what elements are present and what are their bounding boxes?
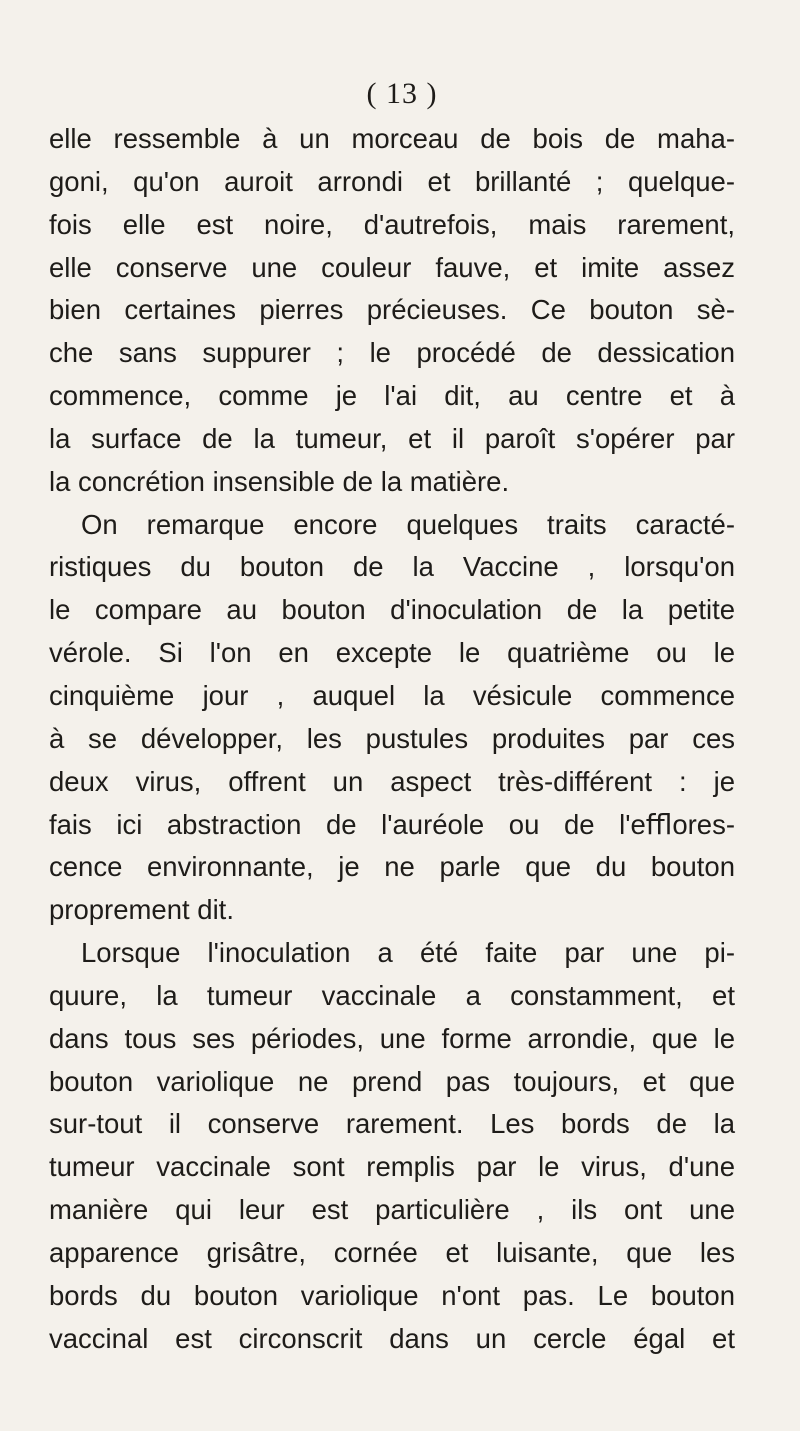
text-line: ristiques du bouton de la Vaccine , lorsqu'on (49, 551, 735, 583)
text-line: manière qui leur est particulière , ils ont une (49, 1194, 735, 1226)
text-line: la concrétion insensible de la matière. (49, 465, 510, 497)
text-line: commence, comme je l'ai dit, au centre et à (49, 380, 735, 412)
text-line: tumeur vaccinale sont remplis par le virus, d'une (49, 1151, 735, 1183)
text-line: che sans suppurer ; le procédé de dessication (49, 337, 735, 369)
text-line: le compare au bouton d'inoculation de la petite (49, 594, 735, 626)
text-line: elle conserve une couleur fauve, et imite assez (49, 251, 735, 283)
text-line: bien certaines pierres précieuses. Ce bouton sè- (49, 294, 735, 326)
body-text (49, 118, 735, 1360)
text-line: à se développer, les pustules produites par ces (49, 722, 735, 754)
text-line: cence environnante, je ne parle que du bouton (49, 851, 735, 883)
text-line: apparence grisâtre, cornée et luisante, que les (49, 1236, 735, 1268)
page-number: ( 13 ) (366, 77, 438, 110)
text-line: fais ici abstraction de l'auréole ou de l'eﬄores- (49, 808, 735, 840)
text-line: sur-tout il conserve rarement. Les bords de la (49, 1108, 735, 1140)
text-line: cinquième jour , auquel la vésicule commence (49, 679, 735, 711)
text-line: la surface de la tumeur, et il paroît s'opérer par (49, 422, 735, 454)
text-line: vérole. Si l'on en excepte le quatrième ou le (49, 637, 735, 669)
text-line: elle ressemble à un morceau de bois de maha- (49, 123, 735, 154)
text-line: bords du bouton variolique n'ont pas. Le bouton (49, 1279, 735, 1311)
paragraph-start-line: On remarque encore quelques traits caracté- (81, 508, 735, 540)
text-line: deux virus, offrent un aspect très-différent : je (49, 765, 735, 797)
text-line: goni, qu'on auroit arrondi et brillanté ; quelque- (49, 165, 735, 197)
paragraph-start-line: Lorsque l'inoculation a été faite par une pi- (81, 937, 735, 969)
text-line: fois elle est noire, d'autrefois, mais rarement, (49, 208, 735, 240)
text-line: dans tous ses périodes, une forme arrondie, que le (49, 1022, 735, 1054)
text-line: vaccinal est circonscrit dans un cercle égal et (49, 1322, 735, 1354)
text-line: quure, la tumeur vaccinale a constamment, et (49, 979, 735, 1011)
text-line: bouton variolique ne prend pas toujours, et que (49, 1065, 735, 1097)
text-line: proprement dit. (49, 894, 234, 926)
